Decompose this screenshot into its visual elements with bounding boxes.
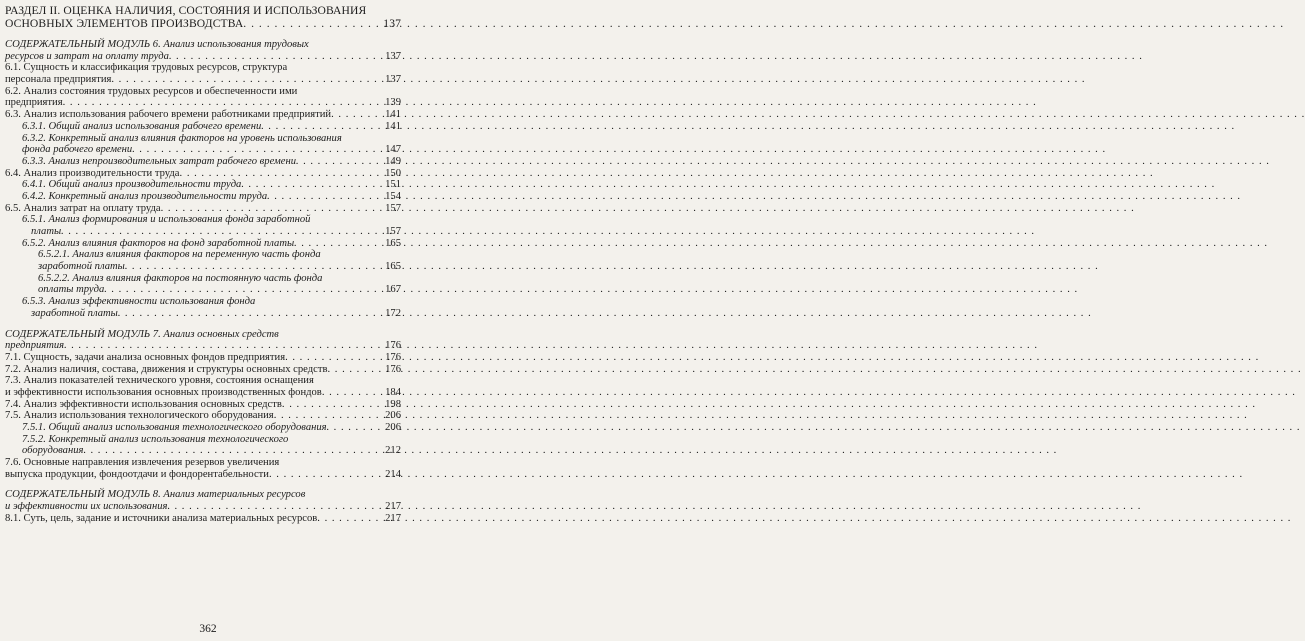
toc-entry	[5, 179, 401, 191]
dot-leader	[285, 352, 383, 364]
toc-entry	[5, 249, 401, 261]
section-gap	[5, 30, 401, 39]
toc-page-number: 147	[385, 144, 401, 156]
toc-page-number: 176	[385, 351, 401, 363]
dot-leader	[180, 168, 384, 180]
toc-entry	[5, 399, 401, 411]
toc-entry	[5, 513, 401, 525]
dot-leader	[169, 51, 383, 63]
toc-page-number: 150	[385, 167, 401, 179]
toc-entry-text: 6.5.2. Анализ влияния факторов на фонд заработной платы	[22, 237, 295, 249]
dot-leader	[274, 410, 383, 422]
toc-entry	[5, 4, 401, 17]
toc-page-number: 214	[385, 468, 401, 480]
toc-entry-text: предприятия	[5, 340, 65, 352]
toc-entry	[5, 109, 401, 121]
toc-page-number: 165	[385, 261, 401, 273]
toc-entry	[5, 86, 401, 98]
toc-entry	[5, 387, 401, 399]
toc-entry-text: фонда рабочего времени	[22, 144, 133, 156]
dot-leader	[261, 121, 383, 133]
toc-page-number: 141	[385, 109, 401, 121]
toc-entry	[5, 51, 401, 63]
toc-page-number: 151	[385, 179, 401, 191]
toc-entry	[5, 62, 401, 74]
toc-entry	[5, 375, 401, 387]
dot-leader	[327, 364, 383, 376]
toc-page-number: 176	[385, 363, 401, 375]
toc-entry	[5, 410, 401, 422]
toc-page-number: 149	[385, 155, 401, 167]
toc-entry	[5, 340, 401, 352]
toc-entry	[5, 284, 401, 296]
section-gap	[5, 320, 401, 329]
toc-entry	[5, 501, 401, 513]
dot-leader	[104, 284, 383, 296]
dot-leader	[118, 308, 383, 320]
toc-entry-text: 7.5.1. Общий анализ использования технологического оборудования	[22, 422, 327, 433]
dot-leader	[61, 226, 383, 238]
dot-leader	[294, 238, 383, 250]
toc-entry	[5, 489, 401, 501]
dot-leader	[296, 156, 383, 168]
toc-page-number: 172	[385, 307, 401, 319]
toc-entry-text: 6.5. Анализ затрат на оплату труда	[5, 202, 161, 214]
toc-entry	[5, 156, 401, 168]
toc-entry-text: СОДЕРЖАТЕЛЬНЫЙ МОДУЛЬ 6. Анализ использования трудовых	[5, 39, 309, 50]
toc-entry-text: заработной платы	[38, 261, 125, 273]
toc-entry	[5, 445, 401, 457]
toc-entry	[5, 352, 401, 364]
toc-entry-text: 6.1. Сущность и классификация трудовых ресурсов, структура	[5, 62, 288, 74]
toc-entry-text: СОДЕРЖАТЕЛЬНЫЙ МОДУЛЬ 7. Анализ основных средств	[5, 328, 279, 340]
toc-entry-text: 6.5.1. Анализ формирования и использования фонда заработной	[22, 214, 311, 226]
dot-leader	[83, 445, 383, 457]
toc-page-number: 167	[385, 284, 401, 296]
toc-entry	[5, 261, 401, 273]
toc-entry-text: 6.5.2.1. Анализ влияния факторов на переменную часть фонда	[38, 249, 321, 261]
toc-entry-text: 7.5. Анализ использования технологического оборудования	[5, 410, 274, 422]
dot-leader	[241, 179, 383, 191]
toc-page-number: 206	[385, 422, 401, 433]
toc-entry	[5, 422, 401, 434]
toc-entry-text: 6.4.1. Общий анализ производительности труда	[22, 179, 242, 191]
toc-entry	[5, 97, 401, 109]
dot-leader	[132, 144, 383, 156]
toc-page	[5, 4, 401, 525]
dot-leader	[331, 109, 383, 121]
toc-entry-text: 7.3. Анализ показателей технического уровня, состояния оснащения	[5, 375, 314, 387]
toc-entry	[5, 203, 401, 215]
toc-page-number: 157	[385, 226, 401, 237]
toc-entry-text: 6.3. Анализ использования рабочего времени работниками предприятий	[5, 109, 332, 121]
toc-page-number: 212	[385, 445, 401, 457]
toc-entry	[5, 191, 401, 203]
dot-leader	[161, 203, 384, 215]
toc-entry	[5, 273, 401, 285]
dot-leader	[167, 501, 383, 513]
toc-entry-text: РАЗДЕЛ II. ОЦЕНКА НАЛИЧИЯ, СОСТОЯНИЯ И ИСПОЛЬЗОВАНИЯ	[5, 4, 367, 17]
toc-entry-text: ОСНОВНЫХ ЭЛЕМЕНТОВ ПРОИЗВОДСТВА	[5, 17, 244, 30]
toc-entry-text: СОДЕРЖАТЕЛЬНЫЙ МОДУЛЬ 8. Анализ материальных ресурсов	[5, 489, 306, 501]
toc-page-number: 206	[385, 410, 401, 422]
toc-page-number: 137	[385, 74, 401, 86]
dot-leader	[243, 17, 381, 30]
dot-leader	[269, 469, 383, 481]
toc-entry-text: ресурсов и затрат на оплату труда	[5, 50, 169, 62]
toc-entry-text: 8.1. Суть, цель, задание и источники анализа материальных ресурсов	[5, 512, 318, 524]
toc-entry	[5, 364, 401, 376]
toc-entry	[5, 214, 401, 226]
page-number: 362	[199, 623, 217, 635]
dot-leader	[125, 261, 383, 273]
toc-entry-text: оборудования	[22, 445, 84, 457]
toc-entry	[5, 469, 401, 481]
toc-page-number: 217	[385, 512, 401, 524]
toc-entry-text: и эффективности их использования	[5, 501, 168, 513]
toc-entry-text: и эффективности использования основных производственных фондов	[5, 386, 322, 398]
dot-leader	[64, 340, 383, 352]
toc-entry-text: 7.6. Основные направления извлечения резервов увеличения	[5, 457, 280, 469]
toc-entry-text: 6.3.3. Анализ непроизводительных затрат рабочего времени	[22, 155, 297, 167]
toc-entry	[5, 296, 401, 308]
dot-leader	[282, 399, 383, 411]
toc-entry	[5, 329, 401, 341]
toc-entry	[5, 144, 401, 156]
dot-leader	[63, 97, 384, 109]
toc-entry-text: 7.1. Сущность, задачи анализа основных фондов предприятия	[5, 351, 286, 363]
toc-entry	[5, 74, 401, 86]
toc-entry-text: 7.5.2. Конкретный анализ использования технологического	[22, 433, 289, 445]
toc-page-number: 137	[385, 50, 401, 62]
toc-page-number: 139	[385, 97, 401, 109]
toc-entry	[5, 434, 401, 446]
toc-entry-text: 6.5.2.2. Анализ влияния факторов на постоянную часть фонда	[38, 272, 323, 284]
toc-page-number: 198	[385, 398, 401, 410]
toc-entry	[5, 238, 401, 250]
toc-entry	[5, 168, 401, 180]
toc-page-number: 137	[383, 17, 401, 30]
toc-entry-text: заработной платы	[31, 307, 118, 319]
toc-entry-text: оплаты труда	[38, 284, 105, 296]
toc-entry-text: персонала предприятия	[5, 74, 112, 86]
toc-entry	[5, 226, 401, 238]
toc-entry-text: 6.3.1. Общий анализ использования рабочего времени	[22, 120, 262, 132]
toc-entry-text: выпуска продукции, фондоотдачи и фондорентабельности	[5, 468, 269, 480]
dot-leader	[111, 74, 383, 86]
dot-leader	[317, 513, 383, 525]
toc-entry	[5, 17, 401, 30]
dot-leader	[327, 422, 384, 434]
dot-leader	[322, 387, 383, 399]
toc-entry	[5, 39, 401, 51]
toc-page-number: 157	[385, 202, 401, 214]
toc-entry-text: 6.4. Анализ производительности труда	[5, 167, 180, 179]
toc-page-number: 217	[385, 501, 401, 513]
toc-entry-text: 6.4.2. Конкретный анализ производительности труда	[22, 190, 268, 202]
toc-entry	[5, 133, 401, 145]
toc-page-number: 165	[385, 237, 401, 249]
toc-entry	[5, 457, 401, 469]
toc-entry-text: предприятия	[5, 97, 63, 109]
toc-entry-text: 6.3.2. Конкретный анализ влияния факторов на уровень использования	[22, 132, 342, 144]
toc-entry	[5, 308, 401, 320]
toc-page-number: 184	[385, 386, 401, 398]
toc-page-number: 176	[385, 340, 401, 352]
toc-entry-text: платы	[31, 226, 62, 237]
toc-page-number: 141	[385, 120, 401, 132]
toc-entry-text: 6.2. Анализ состояния трудовых ресурсов и обеспеченности ими	[5, 85, 298, 97]
toc-entry-text: 6.5.3. Анализ эффективности использования фонда	[22, 296, 256, 308]
toc-page-number: 154	[385, 190, 401, 202]
toc-entry-text: 7.2. Анализ наличия, состава, движения и структуры основных средств	[5, 363, 328, 375]
toc-entry	[5, 121, 401, 133]
toc-entry-text: 7.4. Анализ эффективности использования основных средств	[5, 398, 282, 410]
dot-leader	[267, 191, 383, 203]
